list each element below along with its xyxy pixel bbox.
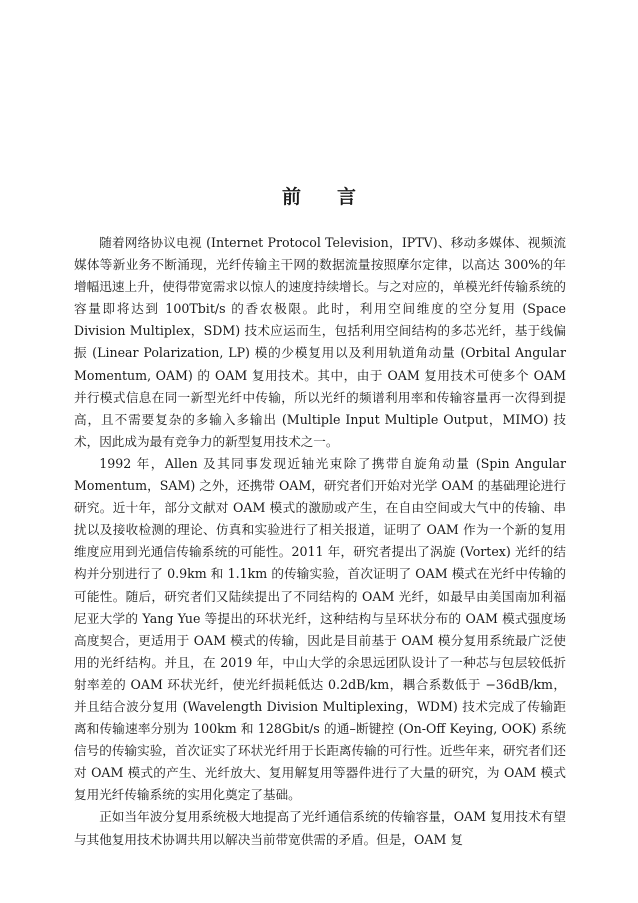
paragraph-2: 1992 年，Allen 及其同事发现近轴光束除了携带自旋角动量 (Spin Angular Momentum，SAM) 之外，还携带 OAM，研究者们开始对光学 OAM 的基础理论进行研究。近十年，部分文献对 OAM 模式的激励或产生，在自由空间或大气中的传输、串扰以及接收检测的理论、仿真和实验进行了相关报道，证明了 OAM 作为一个新的复用维度应用到光通信传输系统的可能性。2011 年，研究者提出了涡旋 (Vortex) 光纤的结构并分别进行了 0.9km 和 1.1km 的传输实验，首次证明了 OAM 模式在光纤中传输的可能性。随后，研究者们又陆续提出了不同结构的 OAM 光纤，如最早由美国南加利福尼亚大学的 Yang Yue 等提出的环状光纤，这种结构与呈环状分布的 OAM 模式强度场高度契合，更适用于 OAM 模式的传输，因此是目前基于 OAM 模分复用系统最广泛使用的光纤结构。并且，在 2019 年，中山大学的余思远团队设计了一种芯与包层较低折射率差的 OAM 环状光纤，使光纤损耗低达 0.2dB/km，耦合系数低于 −36dB/km，并且结合波分复用 (Wavelength Division Multiplexing，WDM) 技术完成了传输距离和传输速率分别为 100km 和 128Gbit/s 的通–断键控 (On-Off Keying, OOK) 系统信号的传输实验，首次证实了环状光纤用于长距离传输的可行性。近些年来，研究者们还对 OAM 模式的产生、光纤放大、复用解复用等器件进行了大量的研究，为 OAM 模式复用光纤传输系统的实用化奠定了基础。 [74, 455, 566, 803]
paragraph-1: 随着网络协议电视 (Internet Protocol Television，IPTV)、移动多媒体、视频流媒体等新业务不断涌现，光纤传输主干网的数据流量按照摩尔定律，以高达 300%的年增幅迅速上升，使得带宽需求以惊人的速度持续增长。与之对应的，单模光纤传输系统的容量即将达到 100Tbit/s 的香农极限。此时，利用空间维度的空分复用 (Space Division Multiplex，SDM) 技术应运而生，包括利用空间结构的多芯光纤，基于线偏振 (Linear Polarization, LP) 模的少模复用以及利用轨道角动量 (Orbital Angular Momentum, OAM) 的 OAM 复用技术。其中，由于 OAM 复用技术可使多个 OAM 并行模式信息在同一新型光纤中传输，所以光纤的频谱利用率和传输容量再一次得到提高，且不需要复杂的多输入多输出 (Multiple Input Multiple Output，MIMO) 技术，因此成为最有竞争力的新型复用技术之一。 [74, 235, 566, 449]
paragraph-3: 正如当年波分复用系统极大地提高了光纤通信系统的传输容量，OAM 复用技术有望与其他复用技术协调共用以解决当前带宽供需的矛盾。但是，OAM 复 [74, 809, 566, 847]
title-char-1: 前 [281, 186, 301, 208]
page-title [0, 182, 638, 209]
body-text [74, 232, 566, 851]
title-char-2: 言 [337, 186, 357, 208]
